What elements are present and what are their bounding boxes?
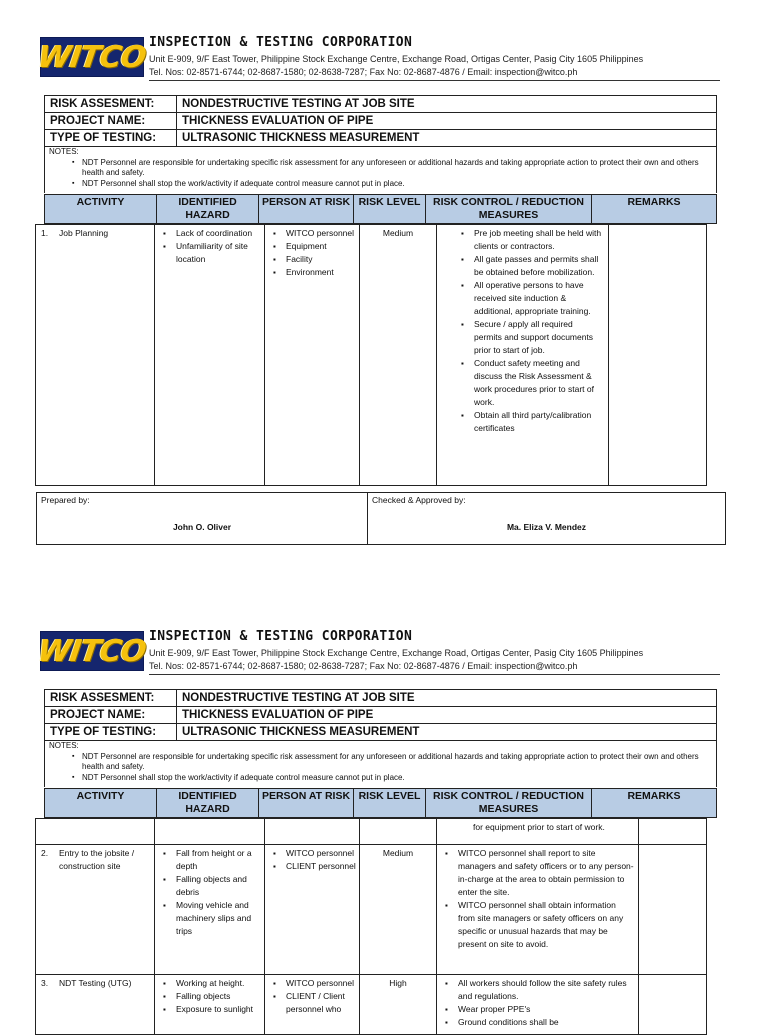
company-contact: Tel. Nos: 02-8571-6744; 02-8687-1580; 02-8638-7287; Fax No: 02-8687-4876 / Email: inspection@witco.ph	[149, 661, 578, 671]
note-item: ▪ NDT Personnel are responsible for undertaking specific risk assessment for any unforeseen or additional hazards and taking appropriate action to protect their own and others health and safety.	[82, 752, 716, 773]
column-header-row	[44, 194, 717, 224]
company-address: Unit E-909, 9/F East Tower, Philippine Stock Exchange Centre, Exchange Road, Ortigas Center, Pasig City 1605 Philippines	[149, 54, 644, 64]
checked-by-label: Checked & Approved by:	[372, 495, 466, 505]
list-item: ▪ Wear proper PPE's	[458, 1003, 635, 1016]
company-contact: Tel. Nos: 02-8571-6744; 02-8687-1580; 02-8638-7287; Fax No: 02-8687-4876 / Email: inspection@witco.ph	[149, 67, 578, 77]
remarks-cell	[639, 975, 707, 1035]
info-row-project-name: PROJECT NAME: THICKNESS EVALUATION OF PIPE	[45, 113, 717, 130]
info-table	[44, 95, 717, 147]
company-name: INSPECTION & TESTING CORPORATION	[149, 35, 413, 50]
checked-by-name: Ma. Eliza V. Mendez	[506, 522, 587, 532]
notes-title: NOTES:	[49, 741, 79, 750]
continuation-text: for equipment prior to start of work.	[437, 819, 639, 845]
header-hazard: IDENTIFIED HAZARD	[157, 789, 259, 818]
list-item: ▪ CLIENT / Client personnel who	[286, 990, 356, 1016]
company-logo: WITCO	[40, 631, 144, 671]
hazard-cell	[155, 975, 265, 1035]
header-remarks: REMARKS	[592, 195, 717, 224]
list-item: ▪ All workers should follow the site safety rules and regulations.	[458, 977, 635, 1003]
list-item: ▪ Environment	[286, 266, 356, 279]
header-person-at-risk: PERSON AT RISK	[259, 789, 354, 818]
notes-title: NOTES:	[49, 147, 79, 156]
list-item: ▪ WITCO personnel shall obtain information from site managers or safety officers on any specific or unusual hazards that may be present on site to avoid.	[458, 899, 635, 951]
header-rule	[149, 80, 720, 81]
list-item: ▪ WITCO personnel shall report to site managers and safety officers or to any person-in-charge at the area to obtain permission to enter the site.	[458, 847, 635, 899]
notes-section	[44, 147, 717, 193]
company-address: Unit E-909, 9/F East Tower, Philippine Stock Exchange Centre, Exchange Road, Ortigas Center, Pasig City 1605 Philippines	[149, 648, 644, 658]
note-item: ▪ NDT Personnel shall stop the work/activity if adequate control measure cannot put in place.	[82, 179, 716, 190]
list-item: ▪ Pre job meeting shall be held with clients or contractors.	[474, 227, 602, 253]
list-item: ▪ WITCO personnel	[286, 977, 356, 990]
risk-table-page1	[35, 224, 707, 486]
info-row-project-name: PROJECT NAME: THICKNESS EVALUATION OF PIPE	[45, 707, 717, 724]
list-item: ▪ Conduct safety meeting and discuss the Risk Assessment & work procedures prior to start of work.	[474, 357, 602, 409]
company-name: INSPECTION & TESTING CORPORATION	[149, 629, 413, 644]
list-item: ▪ Facility	[286, 253, 356, 266]
risk-level-cell: Medium	[360, 845, 437, 975]
hazard-cell	[155, 225, 265, 486]
list-item: ▪ Working at height.	[176, 977, 261, 990]
list-item: ▪ All operative persons to have received site induction & additional, appropriate training.	[474, 279, 602, 318]
header-activity: ACTIVITY	[45, 195, 157, 224]
table-row	[36, 819, 707, 845]
person-cell	[265, 845, 360, 975]
control-cell	[437, 845, 639, 975]
prepared-by-cell	[37, 493, 368, 545]
person-cell	[265, 225, 360, 486]
header-remarks: REMARKS	[592, 789, 717, 818]
list-item: ▪ Moving vehicle and machinery slips and trips	[176, 899, 261, 938]
list-item: ▪ Falling objects and debris	[176, 873, 261, 899]
header-activity: ACTIVITY	[45, 789, 157, 818]
list-item: ▪ Equipment	[286, 240, 356, 253]
prepared-by-name: John O. Oliver	[172, 522, 232, 532]
control-cell	[437, 225, 609, 486]
list-item: ▪ Exposure to sunlight	[176, 1003, 261, 1016]
notes-section	[44, 741, 717, 787]
column-header-row	[44, 788, 717, 818]
remarks-cell	[639, 845, 707, 975]
info-row-testing-type: TYPE OF TESTING: ULTRASONIC THICKNESS MEASUREMENT	[45, 130, 717, 147]
activity-cell: 2. Entry to the jobsite / construction site	[36, 845, 155, 975]
table-row	[36, 845, 707, 975]
risk-level-cell: Medium	[360, 225, 437, 486]
list-item: ▪ Secure / apply all required permits and support documents prior to start of job.	[474, 318, 602, 357]
header-hazard: IDENTIFIED HAZARD	[157, 195, 259, 224]
risk-table-page2	[35, 818, 707, 1035]
info-row-testing-type: TYPE OF TESTING: ULTRASONIC THICKNESS MEASUREMENT	[45, 724, 717, 741]
header-risk-level: RISK LEVEL	[354, 789, 426, 818]
company-logo: WITCO	[40, 37, 144, 77]
list-item: ▪ Obtain all third party/calibration certificates	[474, 409, 602, 435]
info-table	[44, 689, 717, 741]
header-person-at-risk: PERSON AT RISK	[259, 195, 354, 224]
list-item: ▪ Unfamiliarity of site location	[176, 240, 261, 266]
activity-cell: 1. Job Planning	[36, 225, 155, 486]
table-row	[36, 225, 707, 486]
table-row	[36, 975, 707, 1035]
activity-cell: 3. NDT Testing (UTG)	[36, 975, 155, 1035]
prepared-by-label: Prepared by:	[41, 495, 90, 505]
list-item: ▪ Lack of coordination	[176, 227, 261, 240]
hazard-cell	[155, 845, 265, 975]
list-item: ▪ WITCO personnel	[286, 227, 356, 240]
header-risk-control: RISK CONTROL / REDUCTION MEASURES	[426, 789, 592, 818]
list-item: ▪ Ground conditions shall be	[458, 1016, 635, 1029]
remarks-cell	[609, 225, 707, 486]
control-cell	[437, 975, 639, 1035]
risk-level-cell: High	[360, 975, 437, 1035]
header-risk-control: RISK CONTROL / REDUCTION MEASURES	[426, 195, 592, 224]
list-item: ▪ WITCO personnel	[286, 847, 356, 860]
list-item: ▪ All gate passes and permits shall be obtained before mobilization.	[474, 253, 602, 279]
note-item: ▪ NDT Personnel are responsible for undertaking specific risk assessment for any unforeseen or additional hazards and taking appropriate action to protect their own and others health and safety.	[82, 158, 716, 179]
signature-table	[36, 492, 726, 545]
note-item: ▪ NDT Personnel shall stop the work/activity if adequate control measure cannot put in place.	[82, 773, 716, 784]
header-rule	[149, 674, 720, 675]
list-item: ▪ Fall from height or a depth	[176, 847, 261, 873]
info-row-risk-assessment: RISK ASSESMENT: NONDESTRUCTIVE TESTING AT JOB SITE	[45, 96, 717, 113]
list-item: ▪ Falling objects	[176, 990, 261, 1003]
info-row-risk-assessment: RISK ASSESMENT: NONDESTRUCTIVE TESTING AT JOB SITE	[45, 690, 717, 707]
person-cell	[265, 975, 360, 1035]
list-item: ▪ CLIENT personnel	[286, 860, 356, 873]
header-risk-level: RISK LEVEL	[354, 195, 426, 224]
checked-by-cell	[368, 493, 726, 545]
